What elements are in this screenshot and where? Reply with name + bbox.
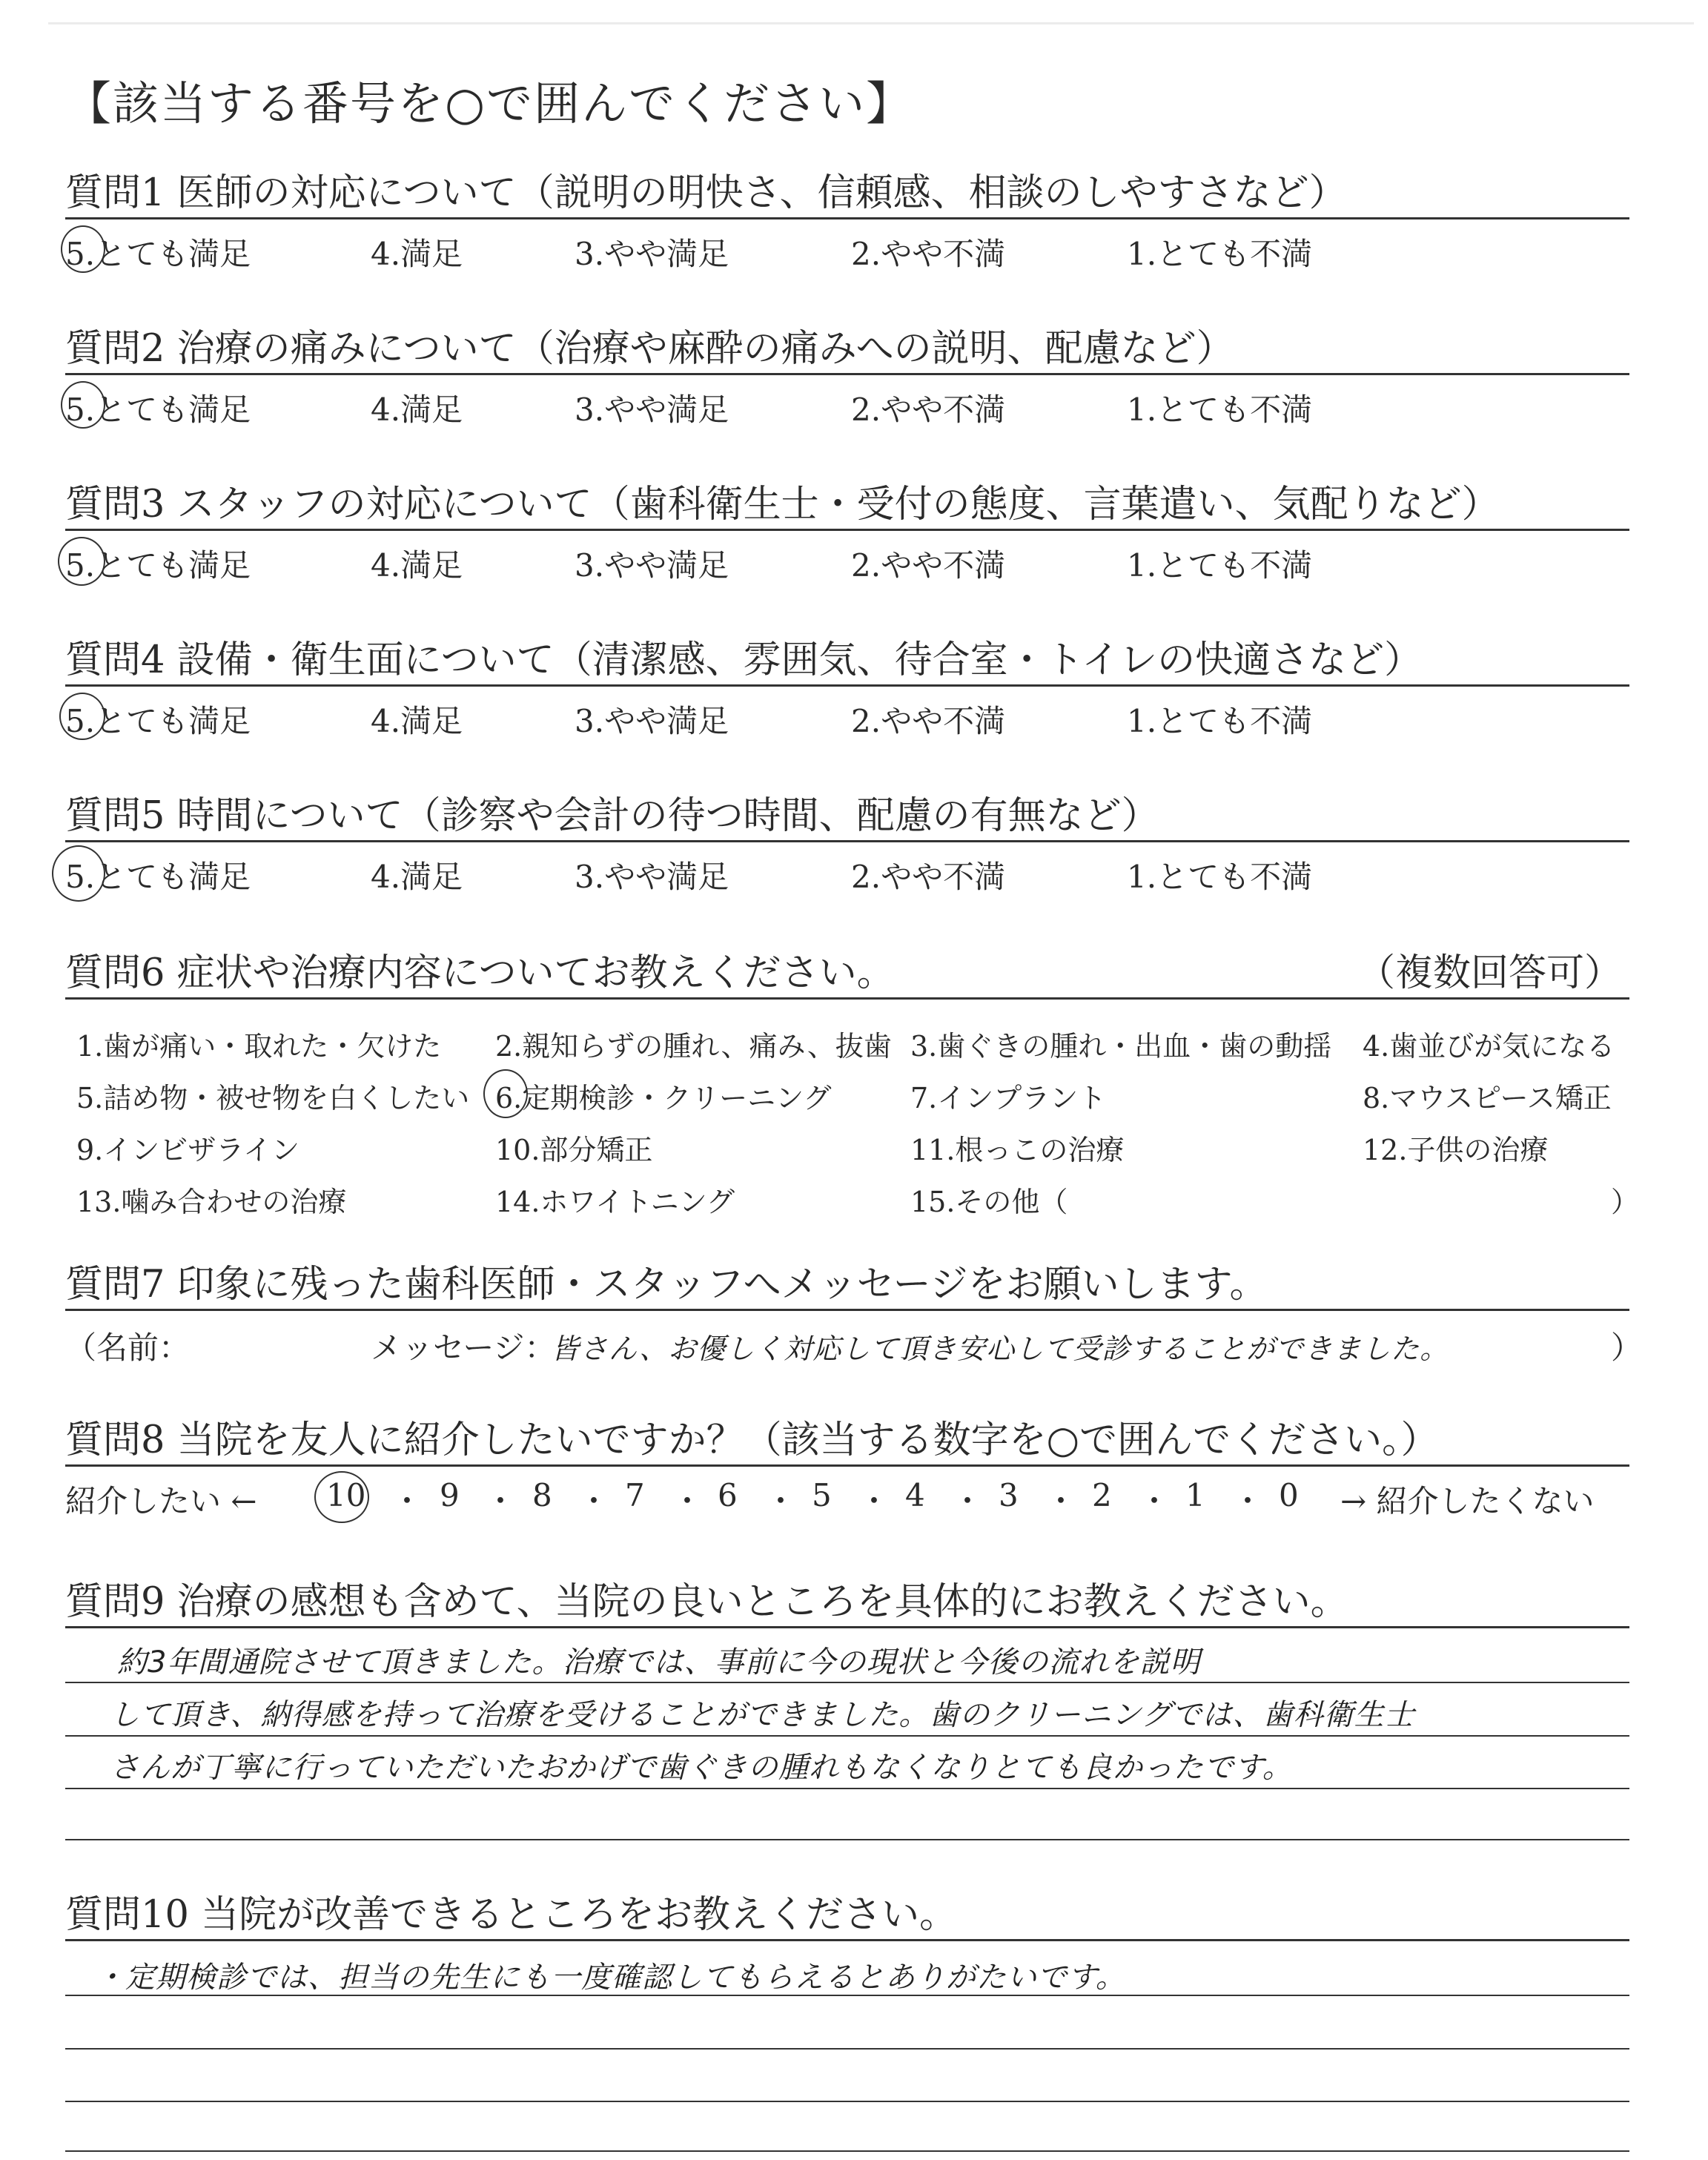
feedback-line-1: 約3年間通院させて頂きました。治療では、事前に今の現状と今後の流れを説明 bbox=[117, 1645, 1201, 1680]
option-5[interactable]: 5.とても満足 bbox=[65, 859, 251, 895]
option-3[interactable]: 3.やや満足 bbox=[575, 547, 729, 584]
option-1[interactable]: 1.とても不満 bbox=[1127, 703, 1313, 739]
question-rule bbox=[65, 1309, 1629, 1311]
scale-dot: ・ bbox=[1139, 1483, 1171, 1519]
option-3[interactable]: 3.やや満足 bbox=[575, 236, 729, 272]
symptom-option[interactable]: 5.詰め物・被せ物を白くしたい bbox=[76, 1082, 470, 1114]
writing-line bbox=[65, 1839, 1629, 1840]
symptom-option[interactable]: 12.子供の治療 bbox=[1363, 1134, 1549, 1166]
question-4-title: 質問4 設備・衛生面について（清潔感、雰囲気、待合室・トイレの快適さなど） bbox=[65, 638, 1423, 682]
question-rule bbox=[65, 684, 1629, 687]
option-5[interactable]: 5.とても満足 bbox=[65, 547, 251, 584]
question-rule bbox=[65, 997, 1629, 1000]
scale-10[interactable]: 10 bbox=[326, 1477, 366, 1513]
option-3[interactable]: 3.やや満足 bbox=[575, 392, 729, 428]
symptom-option[interactable]: 10.部分矯正 bbox=[495, 1134, 653, 1166]
question-5-title: 質問5 時間について（診察や会計の待つ時間、配慮の有無など） bbox=[65, 794, 1159, 838]
scale-left-label: 紹介したい ← bbox=[65, 1483, 257, 1519]
question-rule bbox=[65, 217, 1629, 219]
question-1-title: 質問1 医師の対応について（説明の明快さ、信頼感、相談のしやすさなど） bbox=[65, 171, 1347, 215]
form-instruction-title: 【該当する番号を○で囲んでください】 bbox=[65, 76, 914, 131]
scale-2[interactable]: 2 bbox=[1092, 1477, 1112, 1513]
multiple-answer-note: （複数回答可） bbox=[1357, 951, 1622, 995]
scale-dot: ・ bbox=[1232, 1483, 1264, 1519]
symptom-option[interactable]: 11.根っこの治療 bbox=[910, 1134, 1125, 1166]
symptom-option[interactable]: 2.親知らずの腫れ、痛み、抜歯 bbox=[495, 1030, 892, 1063]
option-1[interactable]: 1.とても不満 bbox=[1127, 392, 1313, 428]
scale-dot: ・ bbox=[765, 1483, 797, 1519]
option-5[interactable]: 5.とても満足 bbox=[65, 392, 251, 428]
question-10-title: 質問10 当院が改善できるところをお教えください。 bbox=[65, 1893, 958, 1937]
symptom-option[interactable]: 8.マウスピース矯正 bbox=[1363, 1082, 1612, 1114]
question-6-title: 質問6 症状や治療内容についてお教えください。 bbox=[65, 951, 895, 995]
improvement-line-1: ・定期検診では、担当の先生にも一度確認してもらえるとありがたいです。 bbox=[95, 1961, 1126, 1995]
symptom-option[interactable]: 1.歯が痛い・取れた・欠けた bbox=[76, 1030, 442, 1063]
question-rule bbox=[65, 529, 1629, 531]
scale-dot: ・ bbox=[858, 1483, 890, 1519]
question-3-title: 質問3 スタッフの対応について（歯科衛生士・受付の態度、言葉遣い、気配りなど） bbox=[65, 483, 1500, 526]
option-1[interactable]: 1.とても不満 bbox=[1127, 859, 1313, 895]
option-4[interactable]: 4.満足 bbox=[371, 859, 463, 895]
question-rule bbox=[65, 1939, 1629, 1941]
scale-3[interactable]: 3 bbox=[999, 1477, 1019, 1513]
scale-right-label: → 紹介したくない bbox=[1340, 1483, 1595, 1519]
question-4-options bbox=[65, 697, 1629, 742]
writing-line bbox=[65, 2048, 1629, 2050]
symptom-option[interactable]: 13.噛み合わせの治療 bbox=[76, 1186, 347, 1218]
question-2-title: 質問2 治療の痛みについて（治療や麻酔の痛みへの説明、配慮など） bbox=[65, 327, 1234, 371]
option-3[interactable]: 3.やや満足 bbox=[575, 859, 729, 895]
feedback-line-3: さんが丁寧に行っていただいたおかげで歯ぐきの腫れもなくなりとても良かったです。 bbox=[110, 1751, 1293, 1785]
question-rule bbox=[65, 840, 1629, 842]
other-close-paren: ） bbox=[1611, 1186, 1640, 1218]
scale-dot: ・ bbox=[578, 1483, 610, 1519]
option-5[interactable]: 5.とても満足 bbox=[65, 236, 251, 272]
option-3[interactable]: 3.やや満足 bbox=[575, 703, 729, 739]
symptom-option[interactable]: 9.インビザライン bbox=[76, 1134, 300, 1166]
symptom-option[interactable]: 6.定期検診・クリーニング bbox=[495, 1082, 832, 1114]
option-2[interactable]: 2.やや不満 bbox=[851, 547, 1006, 584]
option-5[interactable]: 5.とても満足 bbox=[65, 703, 251, 739]
feedback-line-2: して頂き、納得感を持って治療を受けることができました。歯のクリーニングでは、歯科衛生士 bbox=[110, 1698, 1415, 1732]
question-9-title: 質問9 治療の感想も含めて、当院の良いところを具体的にお教えください。 bbox=[65, 1580, 1348, 1624]
option-4[interactable]: 4.満足 bbox=[371, 392, 463, 428]
question-2-options bbox=[65, 386, 1629, 430]
scale-5[interactable]: 5 bbox=[812, 1477, 832, 1513]
name-label: （名前： bbox=[65, 1330, 191, 1366]
question-7-title: 質問7 印象に残った歯科医師・スタッフへメッセージをお願いします。 bbox=[65, 1263, 1268, 1307]
writing-line bbox=[65, 1735, 1629, 1737]
symptom-option[interactable]: 15.その他（ bbox=[910, 1186, 1068, 1218]
scale-4[interactable]: 4 bbox=[905, 1477, 925, 1513]
scale-1[interactable]: 1 bbox=[1185, 1477, 1205, 1513]
question-1-options bbox=[65, 230, 1629, 274]
question-8-title: 質問8 当院を友人に紹介したいですか？（該当する数字を○で囲んでください。） bbox=[65, 1418, 1439, 1462]
scale-7[interactable]: 7 bbox=[625, 1477, 645, 1513]
scale-dot: ・ bbox=[952, 1483, 984, 1519]
scale-0[interactable]: 0 bbox=[1279, 1477, 1299, 1513]
writing-line bbox=[65, 1682, 1629, 1683]
question-rule bbox=[65, 373, 1629, 375]
option-2[interactable]: 2.やや不満 bbox=[851, 392, 1006, 428]
symptom-option[interactable]: 7.インプラント bbox=[910, 1082, 1107, 1114]
option-2[interactable]: 2.やや不満 bbox=[851, 859, 1006, 895]
writing-line bbox=[65, 2101, 1629, 2102]
message-close-paren: ） bbox=[1611, 1330, 1643, 1366]
top-edge-line bbox=[48, 22, 1694, 24]
question-5-options bbox=[65, 853, 1629, 897]
option-4[interactable]: 4.満足 bbox=[371, 703, 463, 739]
message-handwritten: 皆さん、お優しく対応して頂き安心して受診することができました。 bbox=[551, 1332, 1449, 1365]
option-4[interactable]: 4.満足 bbox=[371, 236, 463, 272]
option-2[interactable]: 2.やや不満 bbox=[851, 703, 1006, 739]
option-1[interactable]: 1.とても不満 bbox=[1127, 236, 1313, 272]
option-4[interactable]: 4.満足 bbox=[371, 547, 463, 584]
recommend-scale bbox=[65, 1477, 1629, 1522]
writing-line bbox=[65, 1995, 1629, 1996]
message-label: メッセージ： bbox=[371, 1330, 556, 1366]
question-rule bbox=[65, 1626, 1629, 1628]
symptom-option[interactable]: 14.ホワイトニング bbox=[495, 1186, 735, 1218]
option-1[interactable]: 1.とても不満 bbox=[1127, 547, 1313, 584]
option-2[interactable]: 2.やや不満 bbox=[851, 236, 1006, 272]
scale-dot: ・ bbox=[485, 1483, 517, 1519]
question-3-options bbox=[65, 541, 1629, 586]
scale-6[interactable]: 6 bbox=[718, 1477, 738, 1513]
scale-dot: ・ bbox=[391, 1483, 423, 1519]
writing-line bbox=[65, 2150, 1629, 2152]
scale-8[interactable]: 8 bbox=[532, 1477, 552, 1513]
scale-dot: ・ bbox=[1045, 1483, 1077, 1519]
question-rule bbox=[65, 1464, 1629, 1467]
symptom-option[interactable]: 4.歯並びが気になる bbox=[1363, 1030, 1615, 1063]
writing-line bbox=[65, 1788, 1629, 1789]
symptom-option[interactable]: 3.歯ぐきの腫れ・出血・歯の動揺 bbox=[910, 1030, 1332, 1063]
scale-9[interactable]: 9 bbox=[440, 1477, 460, 1513]
scale-dot: ・ bbox=[672, 1483, 704, 1519]
